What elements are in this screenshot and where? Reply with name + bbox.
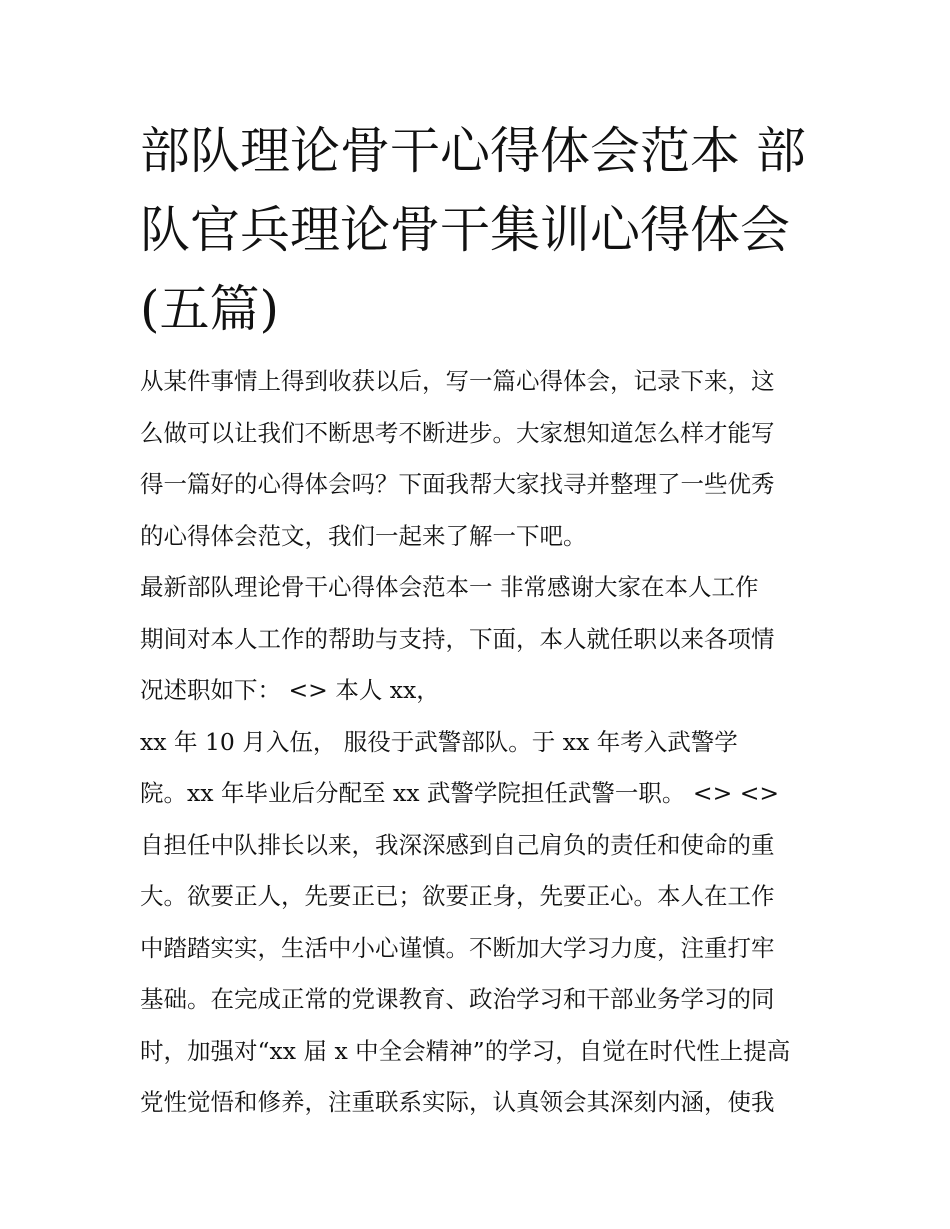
title-line: 队官兵理论骨干集训心得体会	[140, 201, 790, 259]
body-line: 从某件事情上得到收获以后，写一篇心得体会，记录下来，这	[140, 367, 775, 395]
title-line: (五篇)	[140, 280, 280, 338]
document-body	[140, 356, 820, 1129]
body-line: 么做可以让我们不断思考不断进步。大家想知道怎么样才能写	[140, 418, 775, 447]
body-line: 最新部队理论骨干心得体会范本一 非常感谢大家在本人工作	[140, 573, 759, 601]
body-line: 自担任中队排长以来，我深深感到自己肩负的责任和使命的重	[140, 830, 775, 859]
body-line: 时，加强对“xx 届 x 中全会精神”的学习，自觉在时代性上提高	[140, 1036, 791, 1065]
body-line: 院。xx 年毕业后分配至 xx 武警学院担任武警一职。 <> <>	[140, 779, 780, 807]
body-line: 的心得体会范文，我们一起来了解一下吧。	[140, 521, 587, 550]
document-title	[140, 112, 820, 349]
body-line: 党性觉悟和修养，注重联系实际，认真领会其深刻内涵，使我	[140, 1088, 775, 1116]
body-line: 大。欲要正人，先要正已；欲要正身，先要正心。本人在工作	[140, 882, 775, 910]
body-line: 基础。在完成正常的党课教育、政治学习和干部业务学习的同	[140, 985, 775, 1013]
body-line: 中踏踏实实，生活中小心谨慎。不断加大学习力度，注重打牢	[140, 933, 775, 962]
title-line: 部队理论骨干心得体会范本 部	[140, 122, 806, 180]
body-line: 况述职如下： <> 本人 xx，	[140, 676, 440, 704]
body-line: 得一篇好的心得体会吗？下面我帮大家找寻并整理了一些优秀	[140, 470, 775, 498]
body-line: xx 年 10 月入伍， 服役于武警部队。于 xx 年考入武警学	[140, 727, 738, 756]
body-line: 期间对本人工作的帮助与支持，下面，本人就任职以来各项情	[140, 624, 775, 653]
